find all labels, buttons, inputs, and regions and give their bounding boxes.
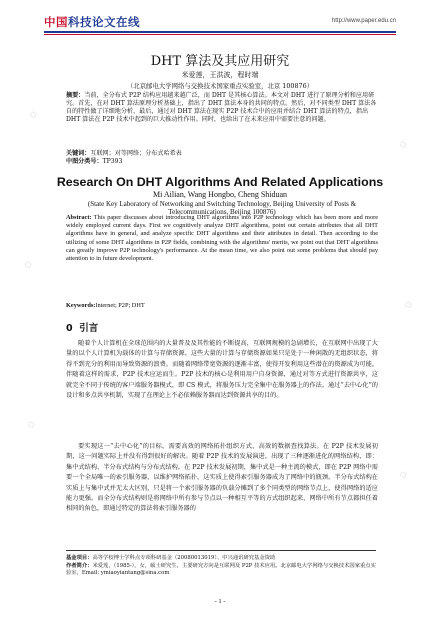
chinese-authors: 米爱莲，王洪波，程时端 (181, 71, 259, 79)
abstract-text: 当前，全分布式 P2P 结构应用越来越广泛，而 DHT 是其核心算法。本文对 DHT 进行了原理分析和应用研究。首先，在对 DHT 算法原理分析基础上，指出了 DHT 算法本身的共同的特点。然后，对不同类型 DHT 算法各自的特性做了详细地分析、最后，通过对 DHT 算法在现实 P2P 技术合中的应用并结合 DHT 算法的特点，指出 DHT 算法在 P2P 技术中起到的巨大推动性作用。同时，也给出了在未来应用中需要注意的问题。 (66, 92, 377, 123)
english-affiliation: (State Key Laboratory of Networking and Switching Technology, Beijing University of Posts & Telecommunications, Beijing 100876) (87, 200, 357, 217)
footnote-fund: 基金项目：高等学校博士学科点专项科研基金（20080013019）、中兴通讯研究基金资助 (66, 555, 276, 561)
header-rule (44, 31, 396, 33)
watermark-mark: ◇ (398, 139, 409, 151)
watermark-mark: ◇ (403, 299, 414, 311)
body-paragraph: 要实现这一“去中心化”的目标，需要高效的网络拓扑组织方式、高效的数据查找算法。在 P2P 技术发展初期，这一问题实际上并没有得到很好的解决。随着 P2P 技术的发展演进，出现了三种逐渐进化的网络结构，即：集中式结构、半分布式结构与分布式结构。在 P2P 技术发展初期，集中式是一种主流的模式，即在 P2P 网络中需要一个全局唯一的索引服务器，以维护网络拓扑，这实质上使得索引服务器成为了网络中的瓶颈。半分布式结构在实质上与集中式并无太大区别，只是将一个索引服务器的负载分摊到了多个同类型的网络节点上，使得网络的适应能力更强。而全分布式结构则是将网络中所有参与节点以一种相互平等的方式组织起来，网络中所有节点都担任着相同的角色，即通过特定的算法将索引服务器的 (66, 443, 378, 513)
abstract-label: 摘要： (66, 92, 85, 99)
chinese-affiliation: （北京邮电大学网络与交换技术国家重点实验室，北京 100876） (126, 82, 314, 90)
section-title: 引言 (79, 323, 99, 334)
classification-number: 中图分类号：TP393 (66, 158, 123, 165)
body-paragraph: 随着个人计算机在全球范围内的大量普及及其性能的不断提高，互联网规模的急剧增长，在互联网中出现了大量的以个人计算机为载体的计算与存储资源。这些大量的计算与存储资源如果只是处于一种闲散的无组织状态，将得不到充分的利用而导致资源的浪费。而随着网络带宽资源的逐渐丰富，使得开发利用这些潜在的资源成为可能。伴随着这样的需求，P2P 技术应运而生。P2P 技术的核心是利用用户自身资源，通过对等方式进行资源共享，这就完全不同于传统的客户端服务器模式，即 CS 模式，将服务压力完全集中在服务器上的作法。通过“去中心化”的设计和多点共享机制，实现了在理论上不必依赖服务器而达到资源共享的目的。 (66, 340, 378, 400)
english-abstract-label: Abstract: (66, 214, 92, 221)
footnote-author-bio: 作者简介：米爱莲，（1985-），女，硕士研究生，主要研究方向是互联网及 P2P 技术应用。北京邮电大学网络与交换技术国家重点实验室，Email: ymiaoyiantang@sina.com (66, 563, 376, 576)
watermark-mark: ◇ (23, 259, 34, 271)
header-rule-thin (44, 34, 396, 35)
keywords-label: 关键词： (66, 150, 91, 157)
journal-logo[interactable]: 中国科技论文在线 (44, 15, 140, 29)
section-number: 0 (66, 323, 73, 334)
footnote-divider (66, 550, 376, 551)
journal-url[interactable]: http://www.paper.edu.cn (331, 18, 396, 24)
section-heading (66, 320, 98, 334)
watermark-mark: ◇ (28, 109, 39, 121)
chinese-keywords: 关键词：互联网；对等网络；分布式哈希表 (66, 150, 182, 157)
page-number: - 1 - (214, 598, 226, 605)
english-keywords-label: Keywords: (66, 302, 96, 309)
english-title: Research On DHT Algorithms And Related Applications (56, 175, 384, 189)
english-abstract (66, 214, 378, 263)
english-abstract-text: This paper discusses about introducing DHT algorithms into P2P technology which has been more and more widely employed current days. First we cognitively analyze DHT algorithms, point out certain attributes that all DHT algorithms have in general, and analyze specific DHT algorithms and their attributes in detail. Then according to the utilizing of some DHT algorithms in P2P fields, combining with the algorithms' merits, we point out that DHT algorithms can greatly improve P2P technology's performance. At the mean time, we also point out some problems that should pay attention to in future development. (66, 214, 378, 263)
english-authors: Mi Ailian, Wang Hongbo, Cheng Shiduan (152, 190, 288, 199)
watermark-mark: ◇ (26, 419, 37, 431)
journal-header (44, 12, 396, 38)
english-keywords: Keywords:Internet; P2P; DHT (66, 302, 145, 309)
watermark-mark: ◇ (398, 469, 409, 481)
class-label: 中图分类号： (66, 158, 103, 165)
chinese-abstract (66, 92, 378, 124)
chinese-title: DHT 算法及其应用研究 (150, 54, 290, 69)
